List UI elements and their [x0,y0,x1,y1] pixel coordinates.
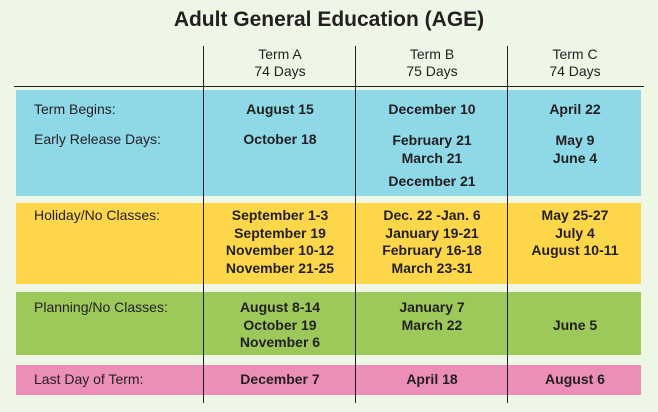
cell-value: March 23-31 [391,259,473,276]
planning-c [509,317,641,335]
cell-value: January 7 [399,299,465,315]
last-day-c [509,371,641,389]
term-b-header [357,46,507,80]
cell-value: June 5 [552,317,598,333]
early-release-b [357,132,507,191]
column-divider-1 [203,46,204,403]
cell-value: February 16-18 [382,242,482,258]
term-begins-a [205,101,355,119]
cell-value: November 10-12 [225,242,335,258]
cell-value: December 7 [240,371,320,387]
cell-value: October 18 [243,131,317,147]
holiday-c [509,207,641,260]
cell-value: April 22 [549,101,601,117]
last-day-a [205,371,355,389]
column-divider-2 [355,46,356,403]
cell-value: May 9 [555,132,595,148]
early-release-a [205,131,355,149]
cell-value: Dec. 22 -Jan. 6 [383,207,481,223]
header-divider [14,86,644,87]
page-title: Adult General Education (AGE) [173,8,485,31]
label-planning: Planning/No Classes: [34,299,168,315]
term-b-days: 75 Days [406,63,458,79]
term-c-days: 74 Days [549,63,601,79]
cell-value: March 22 [401,316,463,333]
cell-value: December 21 [388,173,476,189]
term-a-days: 74 Days [254,63,306,79]
cell-value: August 10-11 [531,242,619,258]
last-day-b [357,371,507,389]
cell-value: May 25-27 [541,207,609,223]
label-term-begins: Term Begins: [34,101,116,117]
term-a-header [205,46,355,80]
cell-value: November 6 [239,334,321,350]
planning-a [205,299,355,352]
cell-value: July 4 [555,224,595,241]
holiday-b [357,207,507,277]
column-divider-3 [507,46,508,403]
cell-value: August 15 [246,101,314,117]
term-c-header [509,46,641,80]
early-release-c [509,132,641,167]
label-early-release: Early Release Days: [34,131,161,147]
label-last-day: Last Day of Term: [34,371,144,387]
cell-value: December 10 [388,101,476,117]
term-c-name: Term C [552,46,598,62]
cell-value: August 6 [545,371,605,387]
holiday-a [205,207,355,277]
cell-value: August 8-14 [239,299,321,315]
term-b-name: Term B [409,46,455,62]
cell-value: October 19 [243,316,317,333]
cell-value: January 19-21 [385,224,479,241]
cell-value: February 21 [392,132,472,148]
cell-value: September 1-3 [231,207,329,223]
cell-value: November 21-25 [225,259,335,276]
term-a-name: Term A [258,46,302,62]
cell-value: April 18 [406,371,458,387]
cell-value: June 4 [552,149,598,166]
cell-value: September 19 [234,224,326,241]
label-holiday: Holiday/No Classes: [34,207,161,223]
term-begins-c [509,101,641,119]
term-begins-b [357,101,507,119]
cell-value: March 21 [401,149,463,166]
planning-b [357,299,507,334]
